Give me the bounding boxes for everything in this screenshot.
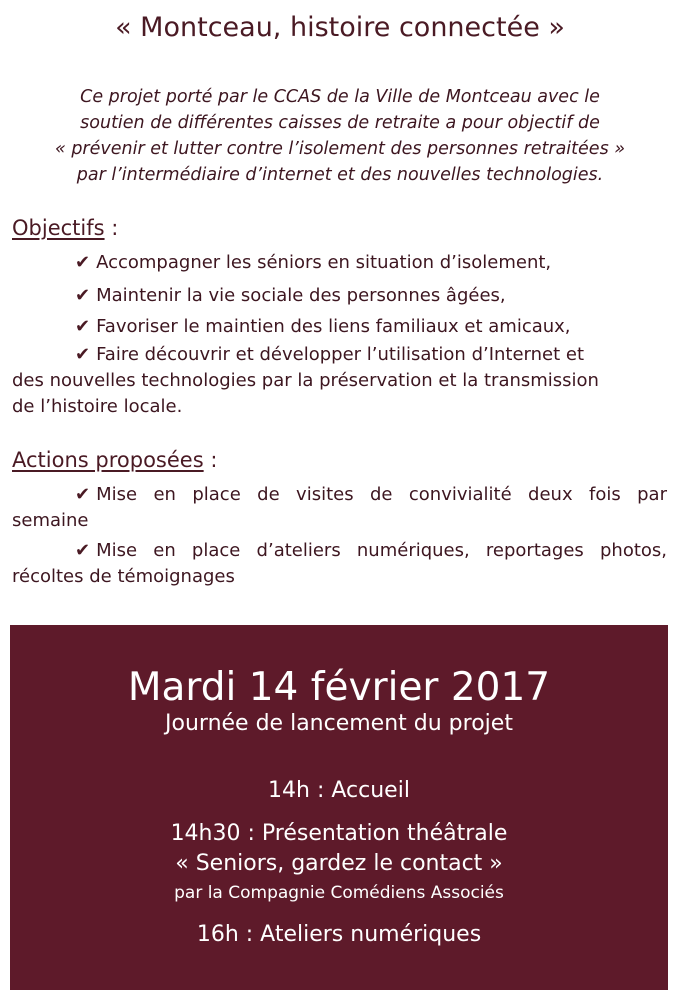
actions-heading-colon: : bbox=[203, 448, 218, 472]
objectifs-heading-colon: : bbox=[104, 216, 119, 240]
action-continuation: récoltes de témoignages bbox=[12, 566, 235, 587]
schedule-presentation: 14h30 : Présentation théâtrale bbox=[170, 821, 508, 846]
action-text: Mise en place de visites de convivialité deux fois par bbox=[96, 484, 667, 505]
action-item bbox=[75, 482, 667, 508]
objectif-text: Accompagner les séniors en situation d’isolement, bbox=[96, 252, 552, 273]
intro-line: par l’intermédiaire d’internet et des nouvelles technologies. bbox=[76, 165, 604, 185]
objectif-text: Favoriser le maintien des liens familiaux et amicaux, bbox=[96, 316, 571, 337]
intro-line: « prévenir et lutter contre l’isolement des personnes retraitées » bbox=[54, 139, 626, 159]
objectif-item bbox=[75, 283, 506, 309]
event-date: Mardi 14 février 2017 bbox=[127, 665, 551, 710]
objectifs-heading-label: Objectifs bbox=[12, 216, 105, 240]
checkmark-icon: ✔ bbox=[75, 316, 91, 337]
objectif-continuation: de l’histoire locale. bbox=[12, 396, 183, 417]
checkmark-icon: ✔ bbox=[75, 540, 91, 561]
event-subtitle: Journée de lancement du projet bbox=[165, 711, 513, 736]
actions-heading-label: Actions proposées bbox=[12, 448, 204, 472]
intro-line: Ce projet porté par le CCAS de la Ville de Montceau avec le bbox=[80, 87, 600, 107]
intro-line: soutien de différentes caisses de retraite a pour objectif de bbox=[80, 113, 600, 133]
schedule-ateliers: 16h : Ateliers numériques bbox=[196, 922, 482, 947]
event-banner bbox=[10, 625, 668, 990]
intro-paragraph bbox=[0, 84, 680, 188]
action-item bbox=[75, 538, 667, 564]
objectif-text: Maintenir la vie sociale des personnes âgées, bbox=[96, 285, 506, 306]
checkmark-icon: ✔ bbox=[75, 484, 91, 505]
objectif-item bbox=[75, 250, 551, 276]
checkmark-icon: ✔ bbox=[75, 285, 91, 306]
actions-heading bbox=[12, 448, 217, 472]
checkmark-icon: ✔ bbox=[75, 252, 91, 273]
objectif-item bbox=[75, 314, 571, 340]
play-title: « Seniors, gardez le contact » bbox=[175, 851, 503, 876]
action-text: Mise en place d’ateliers numériques, reportages photos, bbox=[96, 540, 667, 561]
company-credit: par la Compagnie Comédiens Associés bbox=[174, 883, 504, 903]
objectif-text: Faire découvrir et développer l’utilisation d’Internet et bbox=[96, 344, 585, 365]
objectifs-heading bbox=[12, 216, 118, 240]
schedule-accueil: 14h : Accueil bbox=[268, 778, 410, 803]
action-continuation: semaine bbox=[12, 510, 89, 531]
checkmark-icon: ✔ bbox=[75, 344, 91, 365]
objectif-continuation: des nouvelles technologies par la préservation et la transmission bbox=[12, 370, 599, 391]
page-title: « Montceau, histoire connectée » bbox=[115, 12, 565, 43]
objectif-item bbox=[75, 342, 584, 368]
